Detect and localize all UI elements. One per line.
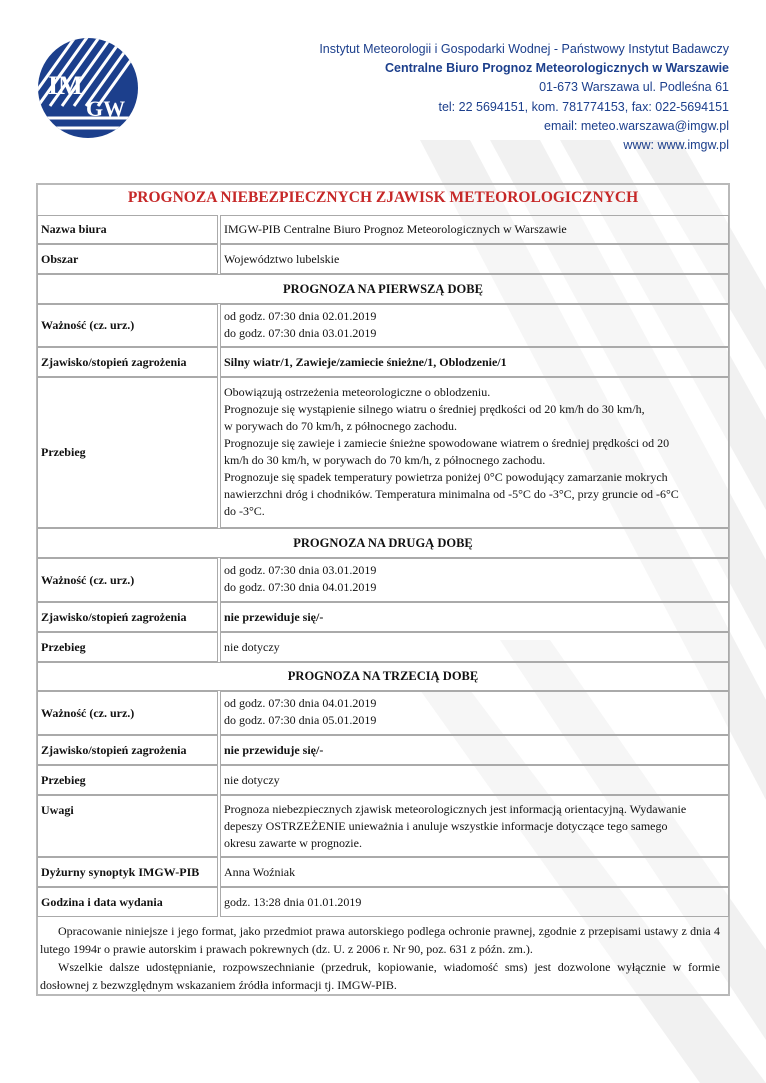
- day2-course-row: [37, 632, 729, 662]
- day2-phenomenon-value: nie przewiduje się/-: [220, 602, 729, 632]
- day1-validity-row: [37, 304, 729, 347]
- area-row: [37, 244, 729, 274]
- day3-validity-value: [220, 691, 729, 735]
- day1-course-line: nawierzchni dróg i chodników. Temperatura minimalna od -5°C do -3°C, przy gruncie od -6°C: [224, 487, 679, 501]
- remarks-value: [220, 795, 729, 857]
- day2-validity-label: Ważność (cz. urz.): [37, 558, 218, 602]
- day1-phenomenon-label: Zjawisko/stopień zagrożenia: [37, 347, 218, 377]
- copyright-note: [40, 922, 720, 994]
- day3-course-label: Przebieg: [37, 765, 218, 795]
- day2-validity-value: [220, 558, 729, 602]
- day3-phenomenon-label: Zjawisko/stopień zagrożenia: [37, 735, 218, 765]
- imgw-logo: [36, 36, 140, 140]
- day1-course-line: do -3°C.: [224, 504, 265, 518]
- day3-heading: PROGNOZA NA TRZECIĄ DOBĘ: [37, 662, 729, 691]
- day2-validity-from: od godz. 07:30 dnia 03.01.2019: [224, 563, 377, 577]
- area-value: Województwo lubelskie: [220, 244, 729, 274]
- day1-course-line: Prognozuje się zawieje i zamiecie śnieżne spowodowane wiatrem o średniej prędkości od 20: [224, 436, 670, 450]
- day1-validity-value: [220, 304, 729, 347]
- day1-course-line: Obowiązują ostrzeżenia meteorologiczne o oblodzeniu.: [224, 385, 491, 399]
- day1-course-line: km/h do 30 km/h, w porywach do 70 km/h, z północnego zachodu.: [224, 453, 546, 467]
- area-label: Obszar: [37, 244, 218, 274]
- office-email[interactable]: email: meteo.warszawa@imgw.pl: [544, 118, 729, 133]
- day3-course-value: nie dotyczy: [220, 765, 729, 795]
- day1-heading: PROGNOZA NA PIERWSZĄ DOBĘ: [37, 274, 729, 304]
- day2-course-label: Przebieg: [37, 632, 218, 662]
- svg-text:IM: IM: [48, 71, 83, 100]
- day2-phenomenon-label: Zjawisko/stopień zagrożenia: [37, 602, 218, 632]
- day3-phenomenon-row: [37, 735, 729, 765]
- day1-course-line: Prognozuje się wystąpienie silnego wiatru o średniej prędkości od 20 km/h do 30 km/h,: [224, 402, 645, 416]
- document-title: PROGNOZA NIEBEZPIECZNYCH ZJAWISK METEOROLOGICZNYCH: [127, 189, 639, 206]
- forecaster-value: Anna Woźniak: [220, 857, 729, 887]
- remarks-label: Uwagi: [37, 795, 218, 857]
- issued-row: [37, 887, 729, 917]
- day1-phenomenon-value: Silny wiatr/1, Zawieje/zamiecie śnieżne/1, Oblodzenie/1: [220, 347, 729, 377]
- day1-course-line: w porywach do 70 km/h, z północnego zachodu.: [224, 419, 457, 433]
- issued-label: Godzina i data wydania: [37, 887, 218, 917]
- day1-validity-label: Ważność (cz. urz.): [37, 304, 218, 347]
- copyright-paragraph: Opracowanie niniejsze i jego format, jako przedmiot prawa autorskiego podlega ochronie prawnej, zgodnie z przepisami ustawy z dnia 4 lutego 1994r o prawie autorskim i prawach pokrewnych (dz. U. z 2006 r. Nr 90, poz. 631 z późn. zm.).: [40, 924, 720, 956]
- office-name: Centralne Biuro Prognoz Meteorologicznych w Warszawie: [384, 61, 729, 76]
- office-label: Nazwa biura: [37, 215, 218, 244]
- day3-course-row: [37, 765, 729, 795]
- day2-heading: PROGNOZA NA DRUGĄ DOBĘ: [37, 528, 729, 558]
- office-value: IMGW-PIB Centralne Biuro Prognoz Meteorologicznych w Warszawie: [220, 215, 729, 244]
- day1-course-line: Prognozuje się spadek temperatury powietrza poniżej 0°C powodujący zamarzanie mokrych: [224, 470, 668, 484]
- day2-course-value: nie dotyczy: [220, 632, 729, 662]
- issued-value: godz. 13:28 dnia 01.01.2019: [220, 887, 729, 917]
- day3-validity-row: [37, 691, 729, 735]
- office-www[interactable]: www: www.imgw.pl: [623, 138, 729, 153]
- office-phone: tel: 22 5694151, kom. 781774153, fax: 022-5694151: [438, 99, 729, 114]
- institute-name: Instytut Meteorologii i Gospodarki Wodnej - Państwowy Instytut Badawczy: [319, 42, 729, 56]
- day2-validity-row: [37, 558, 729, 602]
- day2-phenomenon-row: [37, 602, 729, 632]
- forecaster-row: [37, 857, 729, 887]
- day3-validity-from: od godz. 07:30 dnia 04.01.2019: [224, 696, 377, 710]
- day1-validity-from: od godz. 07:30 dnia 02.01.2019: [224, 309, 377, 323]
- distribution-paragraph: Wszelkie dalsze udostępnianie, rozpowszechnianie (przedruk, kopiowanie, wiadomość sms) jest dozwolone wyłącznie w formie dosłownej z bezwzględnym wskazaniem źródła informacji tj. IMGW-PIB.: [40, 960, 720, 992]
- remarks-line: depeszy OSTRZEŻENIE unieważnia i anuluje wszystkie informacje dotyczące tego samego: [224, 819, 668, 833]
- svg-text:GW: GW: [86, 96, 126, 121]
- day3-validity-label: Ważność (cz. urz.): [37, 691, 218, 735]
- forecaster-label: Dyżurny synoptyk IMGW-PIB: [37, 857, 218, 887]
- day1-phenomenon-row: [37, 347, 729, 377]
- day3-phenomenon-value: nie przewiduje się/-: [220, 735, 729, 765]
- day2-validity-to: do godz. 07:30 dnia 04.01.2019: [224, 580, 377, 594]
- day1-course-label: Przebieg: [37, 377, 218, 528]
- day1-course-value: [220, 377, 729, 528]
- remarks-line: okresu zawarte w prognozie.: [224, 836, 362, 850]
- day1-validity-to: do godz. 07:30 dnia 03.01.2019: [224, 326, 377, 340]
- remarks-row: [37, 795, 729, 857]
- day1-course-row: [37, 377, 729, 528]
- day3-validity-to: do godz. 07:30 dnia 05.01.2019: [224, 713, 377, 727]
- office-row: [37, 215, 729, 244]
- remarks-line: Prognoza niebezpiecznych zjawisk meteorologicznych jest informacją orientacyjną. Wydawanie: [224, 802, 687, 816]
- office-address: 01-673 Warszawa ul. Podleśna 61: [539, 80, 729, 95]
- institute-header: [319, 40, 729, 155]
